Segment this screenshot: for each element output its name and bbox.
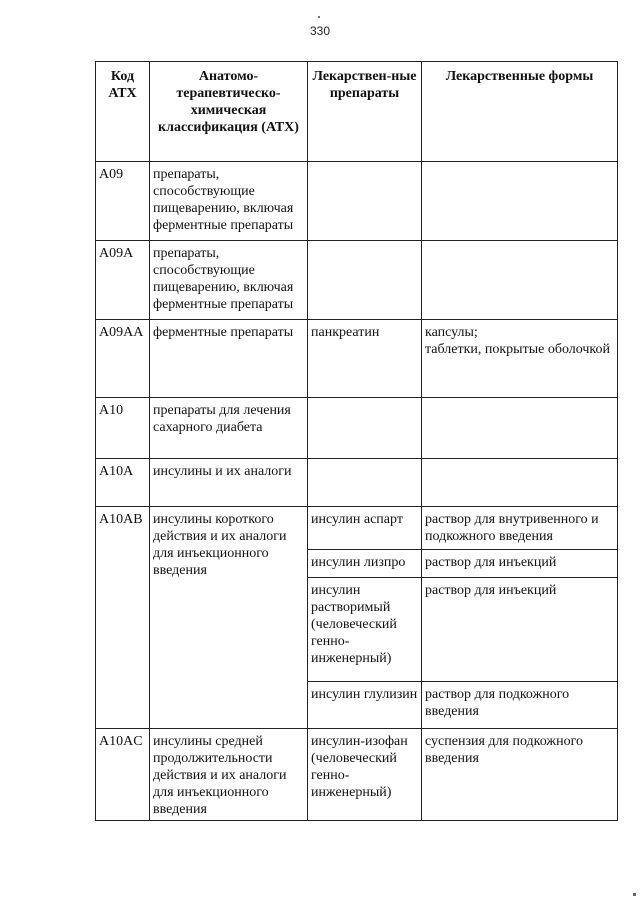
- table-row: [96, 398, 618, 459]
- row-classification: препараты для лечения сахарного диабета: [150, 398, 308, 459]
- row-forms: [422, 459, 618, 507]
- row-classification: препараты, способствующие пищеварению, включая ферментные препараты: [150, 162, 308, 241]
- table-row: [96, 729, 618, 821]
- row-code: A10: [96, 398, 150, 459]
- row-forms: раствор для внутривенного и подкожного введения: [422, 507, 618, 550]
- row-code: A09A: [96, 241, 150, 320]
- row-drug: инсулин лизпро: [308, 550, 422, 578]
- row-drug: инсулин глулизин: [308, 682, 422, 729]
- table-row: [96, 507, 618, 550]
- row-forms: раствор для инъекций: [422, 550, 618, 578]
- table-row: [96, 162, 618, 241]
- row-code: A09: [96, 162, 150, 241]
- table-header-row: [96, 62, 618, 162]
- page-number: 330: [309, 24, 331, 38]
- scan-speck: [318, 16, 320, 18]
- header-classification: Анатомо-терапевтическо-химическая классификация (АТХ): [150, 62, 308, 162]
- row-drug: инсулин аспарт: [308, 507, 422, 550]
- table-row: [96, 320, 618, 398]
- row-classification: препараты, способствующие пищеварению, включая ферментные препараты: [150, 241, 308, 320]
- row-classification: ферментные препараты: [150, 320, 308, 398]
- row-drug: инсулин растворимый (человеческий генно-инженерный): [308, 578, 422, 682]
- row-code: A10AC: [96, 729, 150, 821]
- row-forms: раствор для подкожного введения: [422, 682, 618, 729]
- row-drug: [308, 459, 422, 507]
- row-forms: [422, 162, 618, 241]
- row-code: A10A: [96, 459, 150, 507]
- row-forms: капсулы; таблетки, покрытые оболочкой: [422, 320, 618, 398]
- row-code: A10AB: [96, 507, 150, 729]
- header-code: Код АТХ: [96, 62, 150, 162]
- row-code: A09AA: [96, 320, 150, 398]
- scan-mark: [633, 893, 636, 896]
- row-forms: [422, 398, 618, 459]
- row-classification: инсулины короткого действия и их аналоги для инъекционного введения: [150, 507, 308, 729]
- row-forms: раствор для инъекций: [422, 578, 618, 682]
- table-row: [96, 459, 618, 507]
- header-drugs: Лекарствен-ные препараты: [308, 62, 422, 162]
- row-drug: панкреатин: [308, 320, 422, 398]
- row-forms: [422, 241, 618, 320]
- row-forms: суспензия для подкожного введения: [422, 729, 618, 821]
- table-row: [96, 241, 618, 320]
- row-drug: инсулин-изофан (человеческий генно-инженерный): [308, 729, 422, 821]
- row-drug: [308, 162, 422, 241]
- row-drug: [308, 241, 422, 320]
- row-drug: [308, 398, 422, 459]
- row-classification: инсулины и их аналоги: [150, 459, 308, 507]
- atx-table: [95, 61, 618, 821]
- row-classification: инсулины средней продолжительности действия и их аналоги для инъекционного введения: [150, 729, 308, 821]
- header-forms: Лекарственные формы: [422, 62, 618, 162]
